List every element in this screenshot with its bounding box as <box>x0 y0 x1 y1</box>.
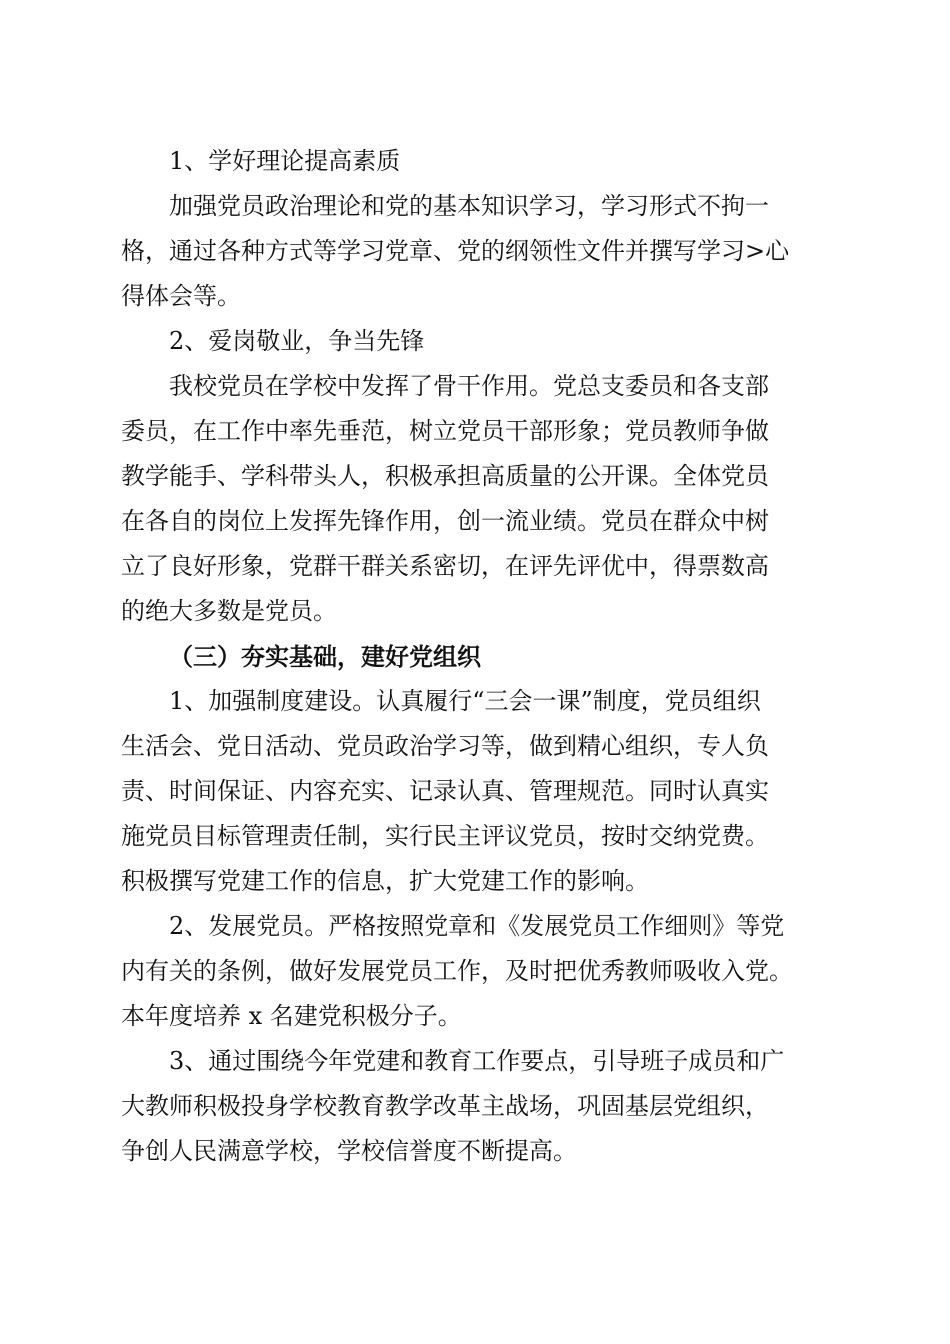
paragraph-line: 本年度培养 x 名建党积极分子。 <box>121 1002 462 1030</box>
paragraph-line: 得体会等。 <box>121 282 241 310</box>
paragraph-line: 我校党员在学校中发挥了骨干作用。党总支委员和各支部 <box>169 372 769 400</box>
paragraph-line: 的绝大多数是党员。 <box>121 597 337 625</box>
paragraph-line: 积极撰写党建工作的信息，扩大党建工作的影响。 <box>121 867 649 895</box>
paragraph-line: 施党员目标管理责任制，实行民主评议党员，按时交纳党费。 <box>121 822 769 850</box>
paragraph-line: 在各自的岗位上发挥先锋作用，创一流业绩。党员在群众中树 <box>121 507 769 535</box>
paragraph-line: 委员，在工作中率先垂范，树立党员干部形象；党员教师争做 <box>121 417 769 445</box>
paragraph-line: 格，通过各种方式等学习党章、党的纲领性文件并撰写学习>心 <box>121 237 790 265</box>
paragraph-line: 2、发展党员。严格按照党章和《发展党员工作细则》等党 <box>169 912 785 940</box>
subheading-dedication: 2、爱岗敬业，争当先锋 <box>169 327 425 355</box>
paragraph-line: 争创人民满意学校，学校信誉度不断提高。 <box>121 1137 577 1165</box>
paragraph-line: 立了良好形象，党群干群关系密切，在评先评优中，得票数高 <box>121 552 769 580</box>
paragraph-line: 3、通过围绕今年党建和教育工作要点，引导班子成员和广 <box>169 1047 785 1075</box>
paragraph-line: 1、加强制度建设。认真履行“三会一课”制度，党员组织 <box>169 687 761 715</box>
paragraph-line: 教学能手、学科带头人，积极承担高质量的公开课。全体党员 <box>121 462 769 490</box>
paragraph-line: 加强党员政治理论和党的基本知识学习，学习形式不拘一 <box>169 192 769 220</box>
paragraph-line: 大教师积极投身学校教育教学改革主战场，巩固基层党组织， <box>121 1092 769 1120</box>
paragraph-line: 内有关的条例，做好发展党员工作，及时把优秀教师吸收入党。 <box>121 957 793 985</box>
paragraph-line: 责、时间保证、内容充实、记录认真、管理规范。同时认真实 <box>121 777 769 805</box>
subheading-study-theory: 1、学好理论提高素质 <box>169 147 401 175</box>
paragraph-line: 生活会、党日活动、党员政治学习等，做到精心组织，专人负 <box>121 732 769 760</box>
document-body <box>121 139 836 1174</box>
section-heading-3: （三）夯实基础，建好党组织 <box>169 642 481 671</box>
